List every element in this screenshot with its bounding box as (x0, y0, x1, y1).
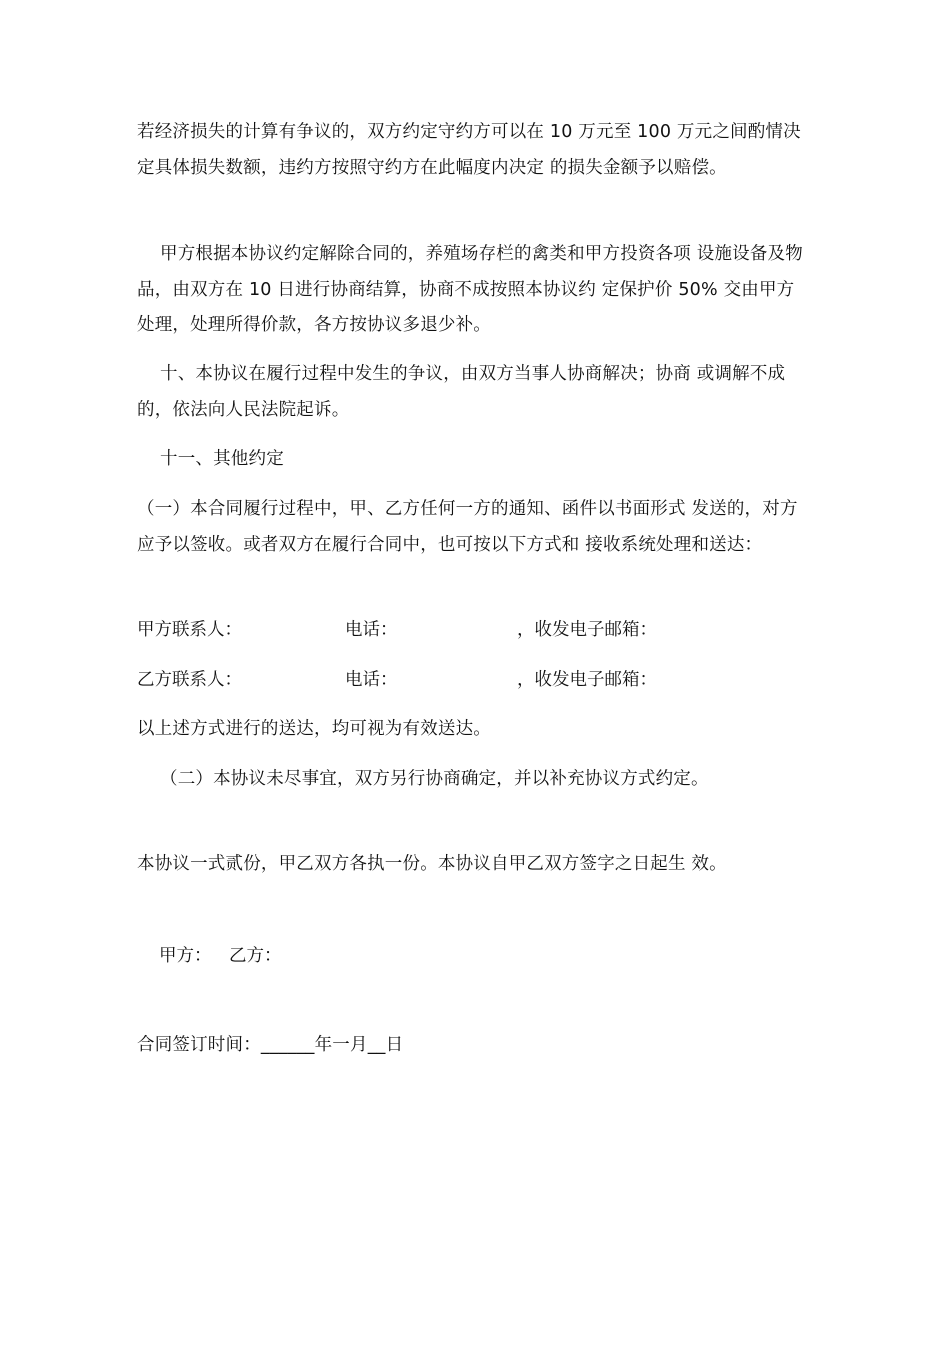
paragraph-notice-delivery: （一）本合同履行过程中，甲、乙方任何一方的通知、函件以书面形式 发送的，对方应予以签收。或者双方在履行合同中，也可按以下方式和 接收系统处理和送达： (137, 499, 798, 555)
paragraph-supplementary-agreement: （二）本协议未尽事宜，双方另行协商确定，并以补充协议方式约定。 (160, 769, 709, 789)
party-a-phone-label: 电话： (345, 620, 398, 640)
paragraph-dispute-resolution: 十、本协议在履行过程中发生的争议，由双方当事人协商解决；协商 或调解不成的，依法向人民法院起诉。 (137, 364, 786, 420)
contact-row-party-b (137, 662, 817, 698)
signing-date-line: 合同签订时间：______年一月__日 (137, 1035, 404, 1055)
party-b-email-label: ，收发电子邮箱： (517, 670, 657, 690)
party-b-signature-label: 乙方： (229, 946, 282, 966)
section-heading-other-terms: 十一、其他约定 (160, 449, 284, 469)
signature-row (137, 938, 817, 974)
contact-row-party-a (137, 612, 817, 648)
paragraph-valid-delivery: 以上述方式进行的送达，均可视为有效送达。 (137, 719, 491, 739)
party-a-email-label: ，收发电子邮箱： (517, 620, 657, 640)
party-b-phone-label: 电话： (345, 670, 398, 690)
party-a-contact-label: 甲方联系人： (137, 620, 242, 640)
paragraph-termination-settlement: 甲方根据本协议约定解除合同的，养殖场存栏的禽类和甲方投资各项 设施设备及物品，由双方在 10 日进行协商结算，协商不成按照本协议约 定保护价 50% 交由甲方处理，处理所得价款，各方按协议多退少补。 (137, 244, 803, 335)
party-a-signature-label: 甲方： (159, 946, 212, 966)
paragraph-copies-effective: 本协议一式贰份，甲乙双方各执一份。本协议自甲乙双方签字之日起生 效。 (137, 854, 727, 874)
party-b-contact-label: 乙方联系人： (137, 670, 242, 690)
paragraph-damages: 若经济损失的计算有争议的，双方约定守约方可以在 10 万元至 100 万元之间酌情决定具体损失数额，违约方按照守约方在此幅度内决定 的损失金额予以赔偿。 (137, 122, 801, 178)
